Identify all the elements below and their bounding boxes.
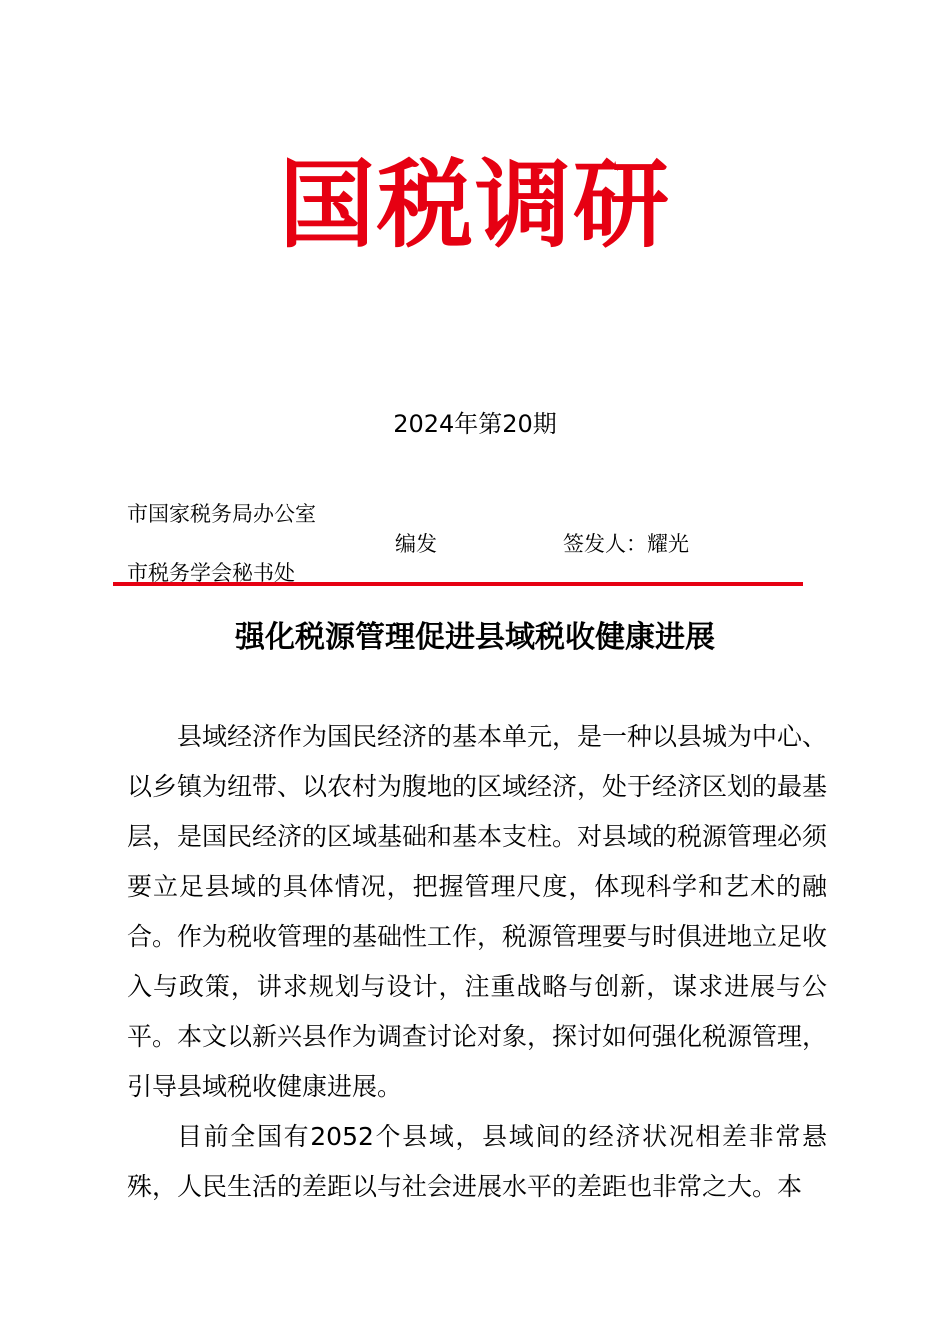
body-paragraph: 县域经济作为国民经济的基本单元，是一种以县城为中心、以乡镇为纽带、以农村为腹地的区域经济，处于经济区划的最基层，是国民经济的区域基础和基本支柱。对县域的税源管理必须要立足县域的具体情况，把握管理尺度，体现科学和艺术的融合。作为税收管理的基础性工作，税源管理要与时俱进地立足收入与政策，讲求规划与设计，注重战略与创新，谋求进展与公平。本文以新兴县作为调查讨论对象，探讨如何强化税源管理，引导县域税收健康进展。	[127, 722, 828, 1101]
signer: 签发人：耀光	[563, 532, 689, 556]
issue-number: 2024年第20期	[393, 410, 557, 438]
article-body	[127, 712, 827, 1212]
header-divider	[113, 582, 803, 586]
edit-label: 编发	[395, 532, 437, 556]
issuer-org-1: 市国家税务局办公室	[127, 502, 316, 526]
article-title: 强化税源管理促进县域税收健康进展	[235, 620, 715, 655]
masthead-title: 国税调研	[279, 149, 671, 261]
issuer-org-2: 市税务学会秘书处	[127, 561, 295, 585]
body-paragraph: 目前全国有2052个县域，县域间的经济状况相差非常悬殊，人民生活的差距以与社会进展水平的差距也非常之大。本	[127, 1122, 827, 1201]
